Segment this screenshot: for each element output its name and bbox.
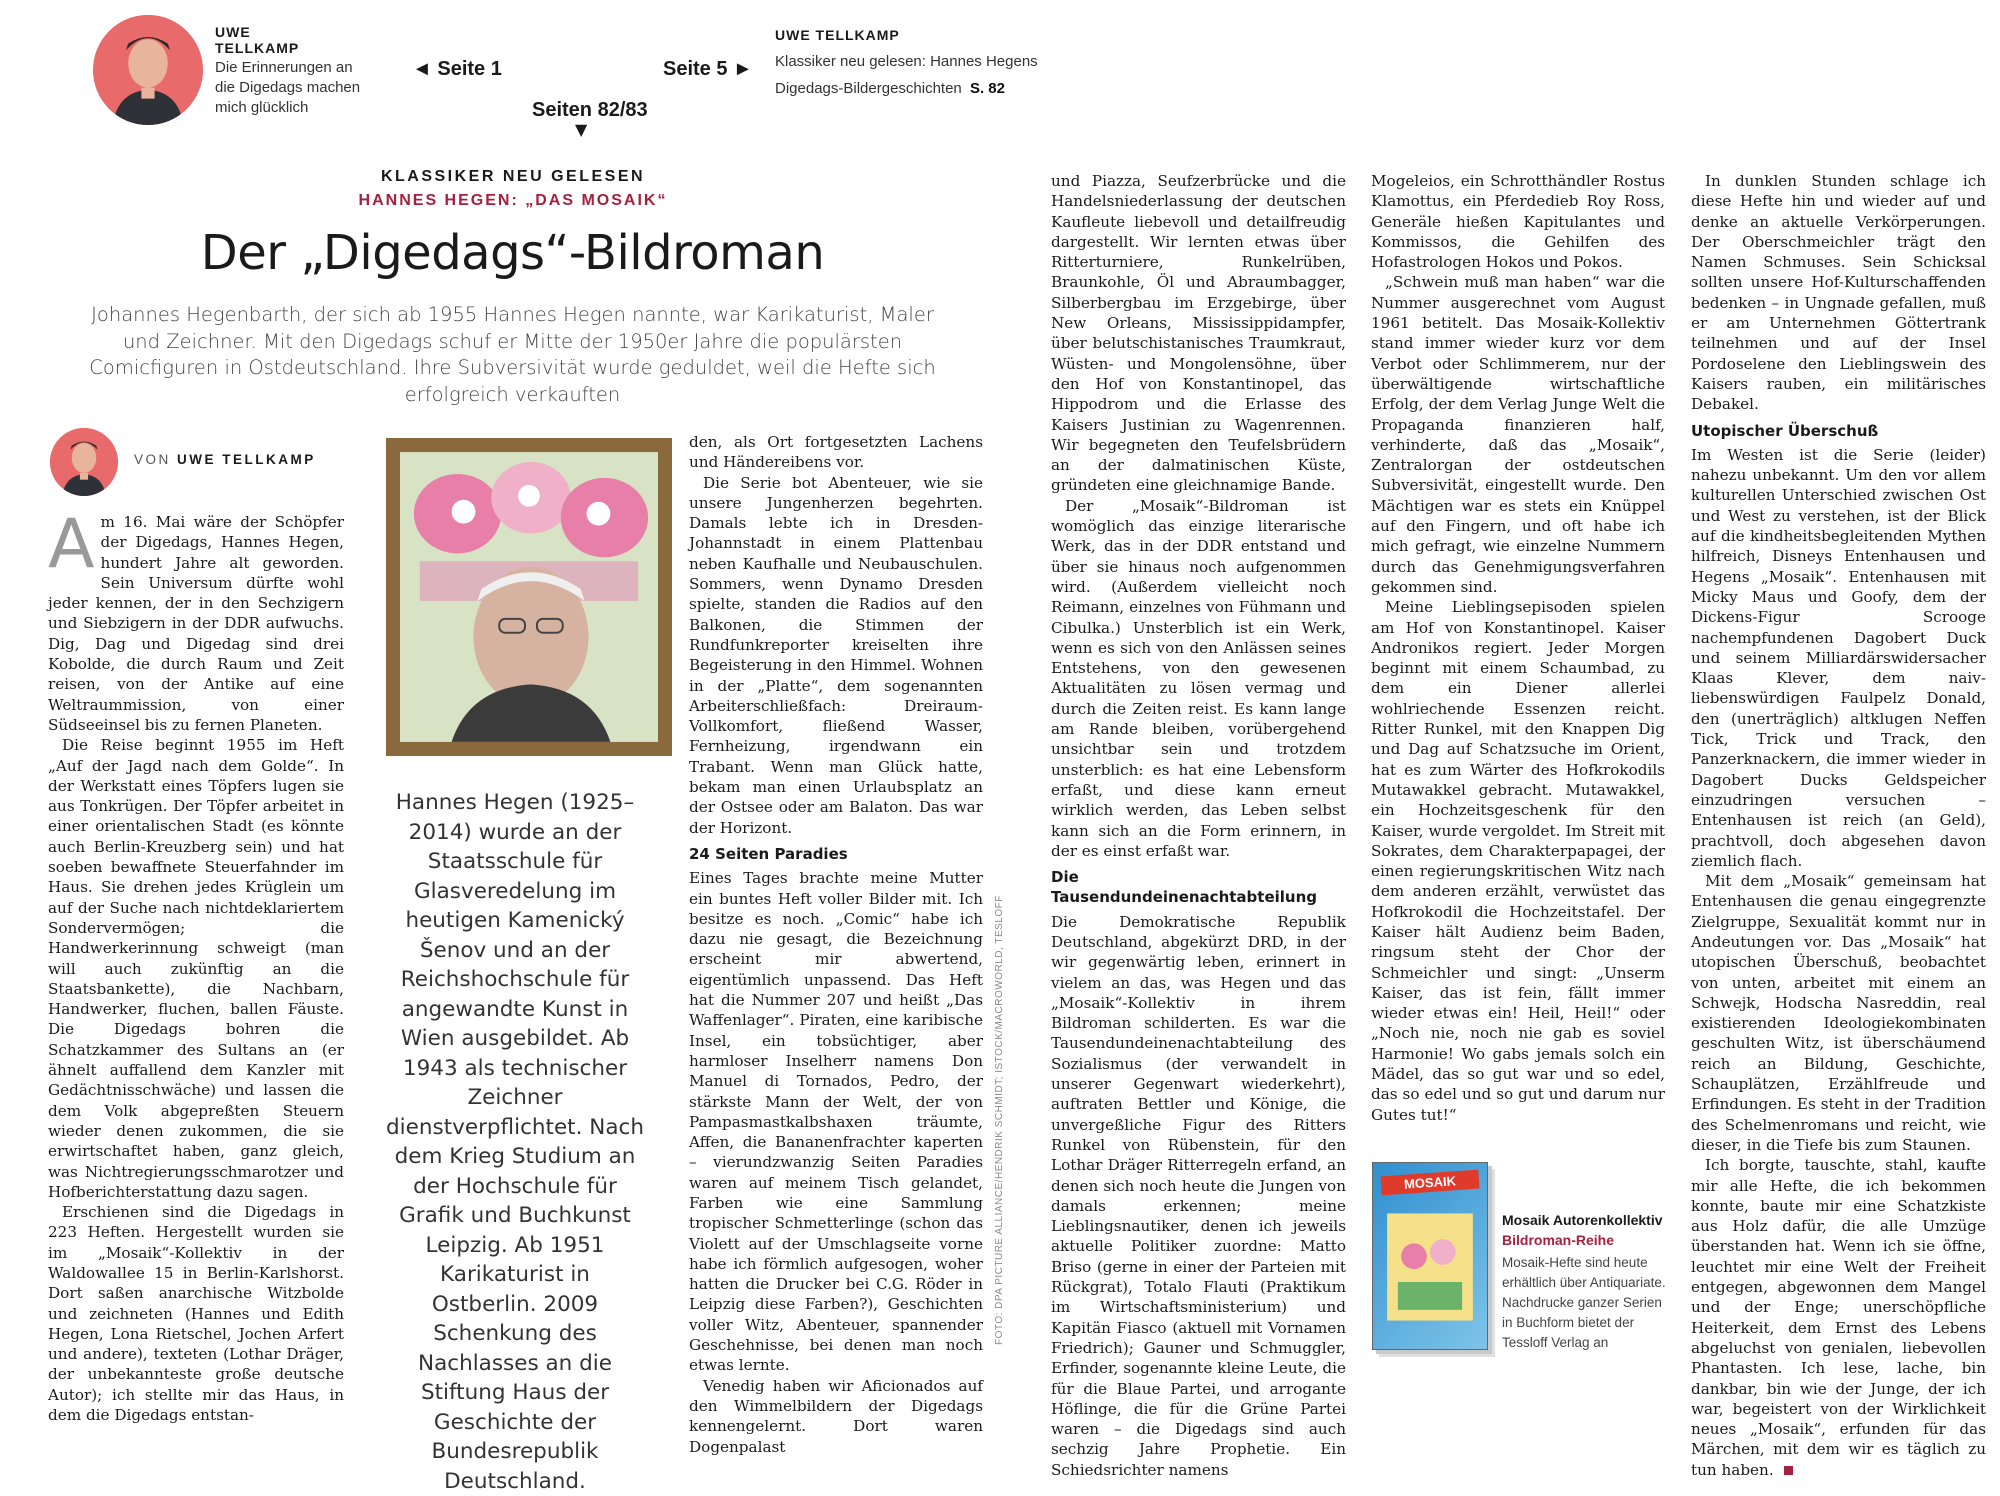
teaser-right-line1: Klassiker neu gelesen: Hannes Hegens bbox=[775, 53, 1038, 70]
hannes-hegen-portrait bbox=[400, 452, 658, 742]
end-mark-icon bbox=[1784, 1466, 1793, 1475]
paragraph: Im Westen ist die Serie (leider) nahezu unbekannt. Um den vor allem kulturellen Unterschied zwischen Ost und West zu verstehen, ist der Blick auf die kindheitsbegleitenden Mythen hilfreich, Disneys Entenhausen und Hegens „Mosaik“. Entenhausen mit Micky Maus und Goofy, dem der Dickens-Figur Scrooge nachempfundenen Dagobert Duck und seinem Milliardärswidersacher Klaas Klever, dem naiv-liebenswürdigen Faulpelz Donald, den (unerträglich) altklugen Neffen Tick, Trick und Track, den Panzerknackern, die immer wieder in Dagobert Ducks Geldspeicher einzudringen versuchen – Entenhausen ist reich (an Geld), prachtvoll, doch abgesehen davon ziemlich flach. bbox=[1691, 445, 1986, 870]
current-pages-label: Seiten 82/83 bbox=[532, 99, 648, 121]
paragraph bbox=[1691, 1155, 1986, 1480]
portrait-caption: Hannes Hegen (1925–2014) wurde an der Staatsschule für Glasveredelung im heutigen Kamenický Šenov und an der Reichshochschule für angewandte Kunst in Wien ausgebildet. Ab 1943 als technischer Zeichner dienstverpflichtet. Nach dem Krieg Studium an der Hochschule für Grafik und Buchkunst Leipzig. Ab 1951 Karikaturist in Ostberlin. 2009 Schenkung des Nachlasses an die Stiftung Haus der Geschichte der Bundesrepublik Deutschland. bbox=[386, 790, 644, 1494]
paragraph: In dunklen Stunden schlage ich diese Hefte hin und wieder auf und denke an aktuelle Verkörperungen. Der Oberschmeichler trägt den Namen Schmuses. Sein Schicksal sollten unsere Hof-Kulturschaffenden bedenken – in Ungnade gefallen, muß er am Unternehmen Göttertrank teilnehmen und auf der Insel Pordoselene den Lieblingswein des Kaisers rauben, ein militärisches Debakel. bbox=[1691, 172, 1986, 414]
teaser-author-left: UWE TELLKAMP bbox=[215, 24, 300, 56]
article-column-4 bbox=[1051, 171, 1346, 1480]
book-cover-logo: MOSAIK bbox=[1380, 1170, 1479, 1196]
teaser-right-line2: Digedags-Bildergeschichten bbox=[775, 80, 962, 97]
paragraph: m 16. Mai wäre der Schöpfer der Digedags, Hannes Hegen, hundert Jahre alt geworden. Sein Universum dürfte wohl jeder kennen, der in den Sechzigern und Siebzigern in der DDR aufwuchs. Dig, Dag und Digedag sind drei Kobolde, die durch Raum und Zeit reisen, von der Antike auf eine Weltraummission, von einer Südseeinsel bis zu fernen Planeten. bbox=[48, 513, 344, 734]
article-column-5 bbox=[1371, 171, 1665, 1125]
paragraph: Eines Tages brachte meine Mutter ein buntes Heft voller Bilder mit. Ich besitze es noch. „Comic“ habe ich dazu nie gesagt, die Bezeichnung erscheint mir abwertend, eigentümlich unpassend. Das Heft hat die Nummer 207 und heißt „Das Waffenlager“. Piraten, eine karibische Insel, ein tobsüchtiger, aber harmloser Inselherr namens Don Manuel di Tornados, Pedro, der stärkste Mann der Welt, der von Pampasmastkalbshaxen träumte, Affen, die Bananenfrachter kaperten – vierundzwanzig Seiten Paradies waren auf meinem Tisch gelandet, Farben wie eine Sammlung tropischer Schmetterlinge (schon das Violett auf der Umschlagseite vorne habe ich förmlich aufgesogen, woher hatten die Drucker bei C.G. Röder in Leipzig diese Farben?), Geschichten voller Witz, Abenteuer, spannender Geschehnisse, bei denen man noch etwas lernte. bbox=[689, 869, 983, 1375]
paragraph: Mit dem „Mosaik“ gemeinsam hat Entenhausen die genau eingegrenzte Zielgruppe, Sexualität kommt nur in Andeutungen vor. Das „Mosaik“ hat utopischen Überschuß, beobachtet von unten, arbeitet mit einem an Schwejk, Hodscha Nasreddin, real existierenden Ideologiekombinaten geschulten Witz, ist überschäumend reich an Bildung, Geschichte, Schauplätzen, Erzählfreude und Erfindungen. Es steht in der Tradition des Schelmenromans und reicht, wie dieser, in die Tiefe bis zum Staunen. bbox=[1691, 872, 1986, 1154]
teaser-text-left[interactable]: Die Erinnerungen an die Digedags machen mich glücklich bbox=[215, 59, 361, 116]
book-cover bbox=[1372, 1162, 1488, 1350]
article-column-3 bbox=[689, 432, 983, 1457]
photo-credit: FOTO: DPA PICTURE ALLIANCE/HENDRIK SCHMIDT; ISTOCK/MACROWORLD, TESLOFF bbox=[994, 895, 1005, 1345]
paragraph: den, als Ort fortgesetzten Lachens und Händereibens vor. bbox=[689, 433, 983, 472]
next-page-link[interactable]: Seite 5 ► bbox=[663, 58, 753, 80]
article-kicker: KLASSIKER NEU GELESEN bbox=[380, 168, 646, 185]
paragraph: Meine Lieblingsepisoden spielen am Hof von Konstantinopel. Kaiser Andronikos regiert. Jeder Morgen beginnt mit einem Schaumbad, zu dem ein Diener allerlei wohlriechende Essenzen reicht. Ritter Runkel, mit den Knappen Dig und Dag auf Schatzsuche im Orient, hat es zum Wärter des Hofkrokodils Mutawakkel gebracht. Mutawakkel, ein Hochzeitsgeschenk für den Kaiser, wurde vergoldet. Im Streit mit Sokrates, dem Charakterpapagei, der einen regierungskritischen Witz nach dem anderen erzählt, verwüstet das Hofkrokodil die Hochzeitstafel. Der Kaiser hält Audienz beim Baden, ringsum steht der Chor der Schmeichler und singt: „Unserm Kaiser, das ist fein, fällt immer wieder etwas ein! Heil, Heil!“ oder „Noch nie, noch nie gab es soviel Harmonie! Wo gabs jemals solch ein Mädel, das so gut war und so edel, das so edel und so gut und darum nur Gutes tut!“ bbox=[1371, 598, 1665, 1124]
book-cover-illustration bbox=[1373, 1192, 1487, 1342]
portrait-frame bbox=[386, 438, 672, 756]
author-avatar-top bbox=[93, 15, 203, 125]
teaser-author-right: UWE TELLKAMP bbox=[775, 27, 900, 43]
paragraph: Venedig haben wir Aficionados auf den Wimmelbildern der Digedags kennengelernt. Dort waren Dogenpalast bbox=[689, 1376, 983, 1456]
paragraph: Der „Mosaik“-Bildroman ist womöglich das einzige literarische Werk, das in der DDR entstand und über sie hinaus noch aufgenommen wird. (Außerdem vielleicht noch Reimann, einzelnes von Fühmann und Cibulka.) Unsterblich ist ein Werk, wenn es sich von den Anlässen seines Entstehens, von den gewesenen Aktualitäten zu lösen vermag und durch die Zeiten reist. Es kann lange am Rande bleiben, vorübergehend unsichtbar sein und trotzdem unsterblich: es hat eine Lebensform erfaßt, und diese kann erneut wirklich werden, das Leben selbst kann sich an die Form erinnern, in der es einst erfaßt war. bbox=[1051, 496, 1346, 860]
byline-prefix: VON bbox=[134, 452, 171, 467]
byline-name: UWE TELLKAMP bbox=[177, 452, 316, 467]
prev-page-link[interactable]: ◄ Seite 1 bbox=[412, 58, 502, 80]
dropcap: A bbox=[48, 505, 95, 584]
current-page-arrow-icon: ▼ bbox=[575, 120, 588, 139]
subheading-paradies: 24 Seiten Paradies bbox=[689, 844, 848, 863]
subheading-utopischer: Utopischer Überschuß bbox=[1691, 421, 1879, 440]
byline bbox=[134, 452, 316, 467]
paragraph: und Piazza, Seufzerbrücke und die Handelsniederlassung der deutschen Kaufleute liebevoll und detailfreudig dargestellt. Wir lernten etwas über Ritterturniere, Runkelrüben, Braunkohle, Öl und Abraumbagger, Silberbergbau im Erzgebirge, über New Orleans, Mississippidampfer, über belutschistanisches Traumkraut, Wüsten- und Mongolensöhne, über den Hof von Konstantinopel, das Hippodrom und die Erlasse des Kaisers Justinian zu Wagenrennen. Wir begegneten den Teufelsbrüdern an der dalmatinischen Küste, gründeten eine gleichnamige Bande. bbox=[1051, 172, 1346, 495]
article-column-1 bbox=[48, 505, 344, 1425]
article-column-6 bbox=[1691, 171, 1986, 1480]
infobox-subtitle: Bildroman-Reihe bbox=[1502, 1232, 1615, 1248]
paragraph: Die Demokratische Republik Deutschland, abgekürzt DRD, in der wir gegenwärtig leben, erinnert in vielem an das, was Hegen und das „Mosaik“-Kollektiv in ihrem Bildroman schilderten. Es war die Tausendundeinenachtabteilung des Sozialismus (der verwandelt in unserer Gegenwart wiederkehrt), auftraten Bettler und Könige, die unvergeßliche Figur des Ritters Runkel von Rübenstein, für den Lothar Dräger Ritterregeln erfand, an denen sich noch heute die Jungen von damals erkennen; meine Lieblingsnautiker, denen ich jeweils aktuelle Politiker zuordne: Matto Briso (gerne in einer der Parteien mit Rückgrat), Totalo Flauti (Praktikum im Wirtschaftsministerium) und Kapitän Fiasco (aktuell mit Vornamen Friedrich); Gauner und Schmuggler, Erfinder, sogenannte kleine Leute, die für die Blaue Partei, und arrogante Höflinge, die für die Grüne Partei waren – die Digedags sind auch sechzig Jahre Prophetie. Ein Schiedsrichter namens bbox=[1051, 912, 1346, 1479]
article-subkicker: HANNES HEGEN: „DAS MOSAIK“ bbox=[358, 192, 668, 209]
article-headline: Der „Digedags“-Bildroman bbox=[200, 225, 825, 281]
paragraph: Die Serie bot Abenteuer, wie sie unsere Jungenherzen begehrten. Damals lebte ich in Dresden-Johannstadt in einem Plattenbau neben Kaufhalle und Neubauschulen. Sommers, wenn Dynamo Dresden spielte, standen die Radios auf den Balkonen, die Stimmen der Rundfunkreporter kreiselten ihre Begeisterung in den Himmel. Wohnen in der „Platte“, dem sogenannten Arbeiterschließfach: Dreiraum-Vollkomfort, fließend Wasser, Fernheizung, irgendwann ein Trabant. Wenn man Glück hatte, bekam man einen Urlaubsplatz an der Ostsee oder am Balaton. Das war der Horizont. bbox=[689, 473, 983, 837]
subheading-tausendundeine: Die Tausendundeinenachtabteilung bbox=[1051, 868, 1318, 907]
teaser-text-right[interactable] bbox=[775, 48, 1075, 102]
paragraph: Erschienen sind die Digedags in 223 Heften. Hergestellt wurden sie im „Mosaik“-Kollektiv in der Waldowallee 15 in Berlin-Karlshorst. Dort saßen anarchische Witzbolde und zeichneten (Hannes und Edith Hegen, Lona Rietschel, Jochen Arfert und andere), texteten (Lothar Dräger, der unbekannteste große deutsche Autor); ich stellte mir das Haus, in dem die Digedags entstan- bbox=[48, 1203, 344, 1425]
infobox-text: Mosaik-Hefte sind heute erhältlich über Antiquariate. Nachdrucke ganzer Serien in Buchform bietet der Tessloff Verlag an bbox=[1502, 1255, 1666, 1350]
author-avatar-byline bbox=[50, 428, 118, 496]
infobox-title: Mosaik Autorenkollektiv bbox=[1502, 1212, 1663, 1228]
paragraph: Die Reise beginnt 1955 im Heft „Auf der Jagd nach dem Golde“. In der Werkstatt eines Töpfers lugen sie aus Tonkrügen. Der Töpfer arbeitet in einer orientalischen Stadt (es könnte auch Berlin-Kreuzberg sein) und hat soeben bewaffnete Steuerfahnder im Haus. Sie drehen jedes Krüglein um auf der Suche nach nichtdeklariertem Sondervermögen; die Handwerkerinnung schweigt (man will auch zukünftig an die Staatsbankette), die Nachbarn, Handwerker, fluchen, ballen Fäuste. Die Digedags bohren die Schatzkammer des Sultans an (er ähnelt auffallend dem Kanzler mit Gedächtnisschwäche) und lassen die dem Volk abgepreßten Steuern wieder denen zukommen, die sie erwirtschaftet haben, ganz gleich, was Nichtregierungsschmarotzer und Hofberichterstattung dazu sagen. bbox=[48, 736, 344, 1201]
teaser-right-page-ref: S. 82 bbox=[969, 80, 1005, 97]
paragraph-text: Ich borgte, tauschte, stahl, kaufte mir alle Hefte, die ich bekommen konnte, baute mir eine Schatzkiste aus Holz dafür, die alle Umzüge überstanden hat. Wenn ich sie öffne, leuchtet mir eine Welt der Freiheit entgegen, abgewonnen dem Mangel und der Enge; unerschöpfliche Heiterkeit, dem Ernst des Lebens abgeluchst von genialen, liebevollen Phantasten. Ich lese, lache, bin dankbar, bin wie der Junge, der ich war, begeistert von der Wirklichkeit neues „Mosaik“, erfunden für das Märchen, mit dem wir es täglich zu tun haben. bbox=[1691, 1156, 1986, 1479]
paragraph: Mogeleios, ein Schrotthändler Rostus Klamottus, ein Pferdedieb Roy Ross, Generäle hießen Kapitulantes und Kommissos, die Gehilfen des Hofastrologen Hokos und Pokos. bbox=[1371, 172, 1665, 272]
paragraph: „Schwein muß man haben“ war die Nummer ausgerechnet vom August 1961 betitelt. Das Mosaik-Kollektiv stand immer wieder kurz vor dem Verbot oder Schlimmerem, nur der überwältigende wirtschaftliche Erfolg, der dem Verlag Junge Welt die Propaganda finanzieren half, verhinderte, daß das „Mosaik“, Zentralorgan der ostdeutschen Subversivität, eingestellt wurde. Den Mächtigen war es stets ein Knüppel auf den Fingern, und oft habe ich mich gefragt, wie einzelne Nummern durch das Genehmigungsverfahren gekommen sind. bbox=[1371, 273, 1665, 596]
article-lead: Johannes Hegenbarth, der sich ab 1955 Hannes Hegen nannte, war Karikaturist, Maler und Zeichner. Mit den Digedags schuf er Mitte der 1950er Jahre die populärsten Comicfiguren in Ostdeutschland. Ihre Subversivität wurde geduldet, weil die Hefte sich erfolgreich verkauften bbox=[89, 303, 936, 406]
